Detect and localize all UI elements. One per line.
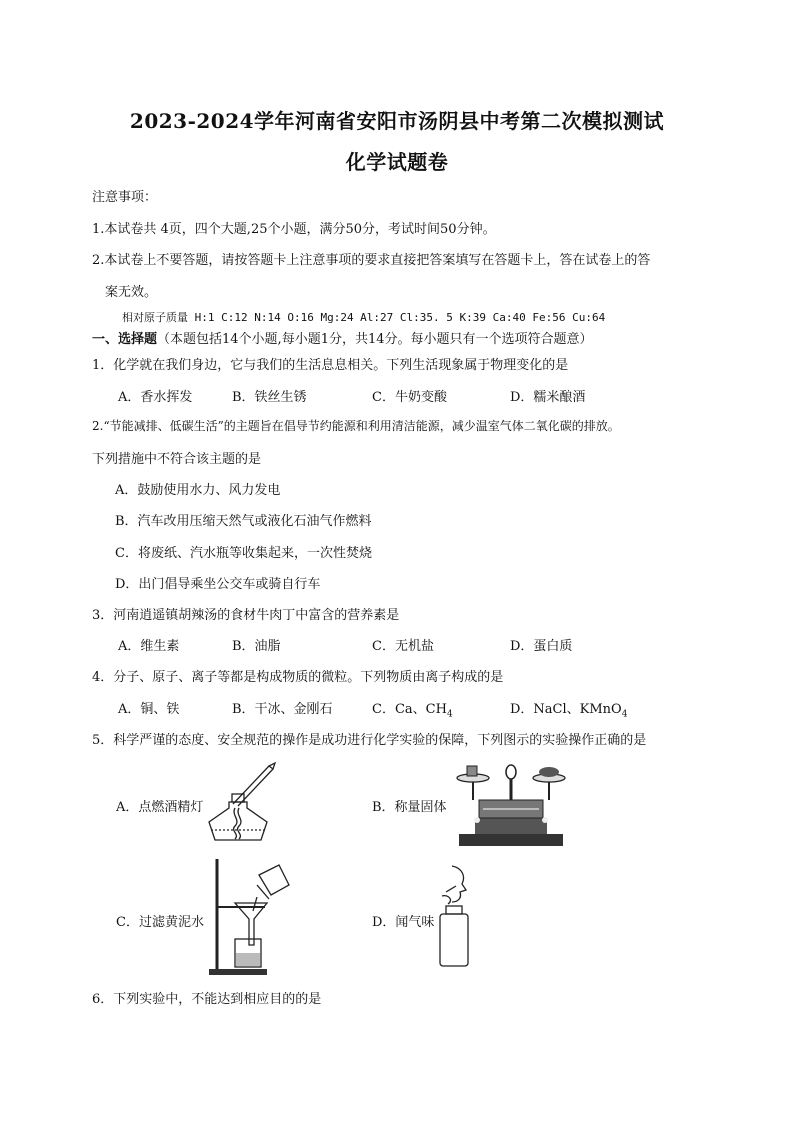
exam-title: 2023-2024学年河南省安阳市汤阴县中考第二次模拟测试 — [129, 109, 665, 133]
pouring-beaker-icon — [259, 865, 289, 895]
q6-stem: 6．下列实验中，不能达到相应目的的是 — [92, 992, 322, 1007]
q3-stem: 3．河南逍遥镇胡辣汤的食材牛肉丁中富含的营养素是 — [92, 608, 400, 623]
q3-option-d: D．蛋白质 — [510, 639, 573, 654]
q5-option-b: B．称量固体 — [372, 800, 447, 815]
q2-option-d: D．出门倡导乘坐公交车或骑自行车 — [115, 577, 321, 592]
q4-option-d-sub: 4 — [621, 709, 628, 720]
q2-option-c: C．将废纸、汽水瓶等收集起来，一次性焚烧 — [115, 546, 372, 561]
q1-option-b: B．铁丝生锈 — [232, 390, 307, 405]
q3-option-a: A．维生素 — [118, 639, 180, 654]
q4-option-b: B．干冰、金刚石 — [232, 702, 333, 717]
notice-item-2-line-2: 案无效。 — [105, 285, 158, 300]
notice-item-1: 1.本试卷共 4页，四个大题,25个小题，满分50分，考试时间50分钟。 — [92, 222, 496, 237]
q2-option-b: B．汽车改用压缩天然气或液化石油气作燃料 — [115, 514, 372, 529]
q5-option-d: D．闻气味 — [372, 915, 435, 930]
q1-option-d: D．糯米酿酒 — [510, 390, 586, 405]
q3-option-c: C．无机盐 — [372, 639, 434, 654]
q4-option-c-text: C．Ca、CH — [372, 702, 447, 717]
lamp-body-icon — [209, 802, 267, 840]
notice-item-2-line-1: 2.本试卷上不要答题，请按答题卡上注意事项的要求直接把答案填写在答题卡上，答在试卷上的答 — [92, 253, 651, 268]
q5-option-a: A．点燃酒精灯 — [116, 800, 204, 815]
weight-icon — [467, 766, 477, 776]
q5-option-c: C．过滤黄泥水 — [116, 915, 204, 930]
q4-option-d — [510, 698, 627, 720]
bottle-neck-icon — [446, 906, 462, 914]
q1-option-c: C．牛奶变酸 — [372, 390, 447, 405]
q4-option-a: A．铜、铁 — [118, 702, 180, 717]
section-1-header — [92, 328, 593, 347]
filtration-figure — [205, 855, 295, 977]
section-1-desc: （本题包括14个小题,每小题1分，共14分。每小题只有一个选项符合题意） — [157, 332, 593, 347]
face-icon — [452, 866, 466, 902]
hand-icon — [446, 886, 456, 892]
stand-base-icon — [209, 969, 267, 975]
smelling-figure — [432, 862, 482, 970]
q1-stem: 1．化学就在我们身边，它与我们的生活息息相关。下列生活现象属于物理变化的是 — [92, 358, 569, 373]
q3-option-b: B．油脂 — [232, 639, 281, 654]
q2-option-a: A．鼓励使用水力、风力发电 — [115, 483, 281, 498]
tilted-lamp-icon — [233, 766, 269, 804]
exam-subtitle: 化学试题卷 — [345, 150, 449, 174]
balance-figure — [455, 756, 567, 852]
q4-stem: 4．分子、原子、离子等都是构成物质的微粒。下列物质由离子构成的是 — [92, 670, 504, 685]
q4-option-c — [372, 698, 453, 720]
gas-bottle-icon — [440, 914, 468, 966]
balance-base-icon — [459, 834, 563, 846]
q4-option-c-sub: 4 — [446, 709, 453, 720]
q4-option-d-text: D．NaCl、KMnO — [510, 702, 622, 717]
q2-stem-line-1: 2.“节能减排、低碳生活”的主题旨在倡导节约能源和利用清洁能源，减少温室气体二氧化碳的排放。 — [92, 419, 620, 433]
q1-option-a: A．香水挥发 — [118, 390, 193, 405]
atomic-mass-line: 相对原子质量 H:1 C:12 N:14 O:16 Mg:24 Al:27 Cl:35. 5 K:39 Ca:40 Fe:56 Cu:64 — [122, 311, 606, 324]
section-1-label: 一、选择题 — [92, 332, 158, 347]
q2-stem-line-2: 下列措施中不符合该主题的是 — [92, 452, 262, 467]
notice-heading: 注意事项： — [92, 190, 158, 205]
alcohol-lamp-figure — [205, 760, 277, 850]
q5-stem: 5．科学严谨的态度、安全规范的操作是成功进行化学实验的保障，下列图示的实验操作正确的是 — [92, 733, 647, 748]
solid-sample-icon — [539, 767, 559, 777]
